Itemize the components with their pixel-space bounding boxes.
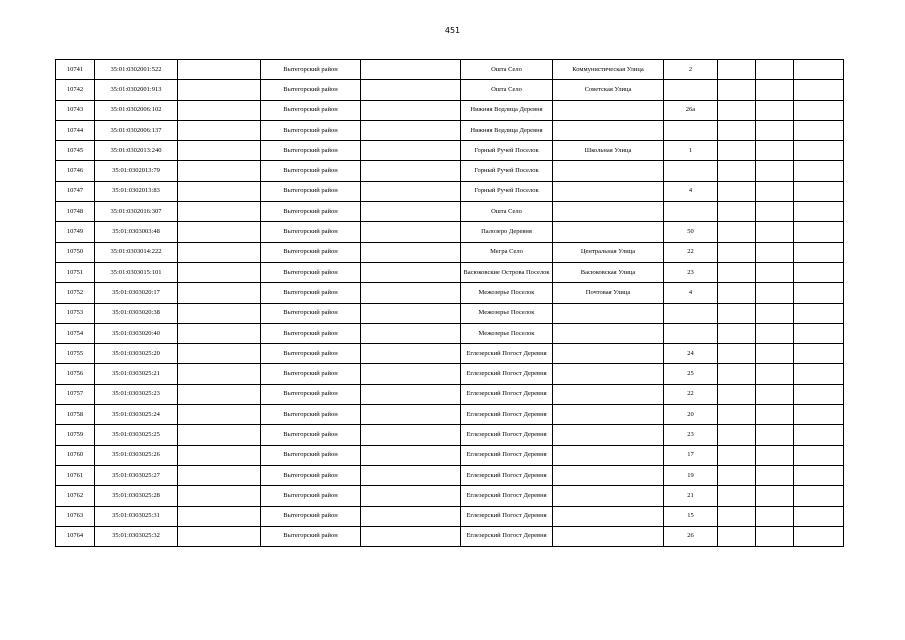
street-cell	[553, 425, 664, 445]
cadastral-number-cell: 35:01:0303025:26	[95, 445, 178, 465]
row-number-cell: 10763	[56, 506, 95, 526]
table-row	[56, 120, 844, 140]
house-number-cell: 4	[664, 283, 718, 303]
table-row	[56, 425, 844, 445]
cadastral-number-cell: 35:01:0303025:20	[95, 344, 178, 364]
street-cell	[553, 323, 664, 343]
table-row	[56, 100, 844, 120]
cadastral-number-cell: 35:01:0303014:222	[95, 242, 178, 262]
row-number-cell: 10750	[56, 242, 95, 262]
owner-cell	[178, 425, 261, 445]
empty-cell	[756, 486, 794, 506]
locality-cell: Межозерье Поселок	[461, 323, 553, 343]
locality-cell: Оштa Село	[461, 202, 553, 222]
empty-cell	[756, 344, 794, 364]
house-number-cell: 20	[664, 405, 718, 425]
row-number-cell: 10741	[56, 60, 95, 80]
house-number-cell	[664, 303, 718, 323]
row-number-cell: 10753	[56, 303, 95, 323]
empty-cell	[794, 526, 844, 546]
table-row	[56, 80, 844, 100]
empty-cell	[361, 425, 461, 445]
empty-cell	[718, 506, 756, 526]
empty-cell	[794, 60, 844, 80]
locality-cell: Еглезерский Погост Деревня	[461, 506, 553, 526]
empty-cell	[718, 364, 756, 384]
empty-cell	[361, 222, 461, 242]
empty-cell	[794, 161, 844, 181]
empty-cell	[756, 242, 794, 262]
empty-cell	[756, 120, 794, 140]
empty-cell	[361, 262, 461, 282]
table-row	[56, 303, 844, 323]
empty-cell	[794, 262, 844, 282]
empty-cell	[756, 303, 794, 323]
empty-cell	[756, 181, 794, 201]
owner-cell	[178, 526, 261, 546]
locality-cell: Еглезерский Погост Деревня	[461, 384, 553, 404]
owner-cell	[178, 100, 261, 120]
district-cell: Вытегорский район	[261, 262, 361, 282]
cadastral-number-cell: 35:01:0302013:79	[95, 161, 178, 181]
cadastral-number-cell: 35:01:0303020:38	[95, 303, 178, 323]
empty-cell	[794, 303, 844, 323]
empty-cell	[718, 486, 756, 506]
empty-cell	[718, 303, 756, 323]
empty-cell	[756, 141, 794, 161]
empty-cell	[361, 100, 461, 120]
row-number-cell: 10749	[56, 222, 95, 242]
empty-cell	[794, 141, 844, 161]
empty-cell	[718, 344, 756, 364]
house-number-cell	[664, 80, 718, 100]
table-row	[56, 405, 844, 425]
street-cell	[553, 405, 664, 425]
table-row	[56, 222, 844, 242]
locality-cell: Еглезерский Погост Деревня	[461, 405, 553, 425]
empty-cell	[756, 364, 794, 384]
row-number-cell: 10762	[56, 486, 95, 506]
locality-cell: Палозеро Деревня	[461, 222, 553, 242]
table-row	[56, 262, 844, 282]
street-cell	[553, 161, 664, 181]
empty-cell	[794, 425, 844, 445]
street-cell: Советская Улица	[553, 80, 664, 100]
district-cell: Вытегорский район	[261, 506, 361, 526]
cadastral-number-cell: 35:01:0303025:27	[95, 465, 178, 485]
street-cell	[553, 100, 664, 120]
district-cell: Вытегорский район	[261, 100, 361, 120]
district-cell: Вытегорский район	[261, 120, 361, 140]
empty-cell	[718, 141, 756, 161]
empty-cell	[718, 242, 756, 262]
house-number-cell: 22	[664, 242, 718, 262]
empty-cell	[756, 425, 794, 445]
district-cell: Вытегорский район	[261, 445, 361, 465]
empty-cell	[718, 222, 756, 242]
locality-cell: Мегра Село	[461, 242, 553, 262]
empty-cell	[794, 323, 844, 343]
owner-cell	[178, 141, 261, 161]
empty-cell	[756, 405, 794, 425]
cadastral-number-cell: 35:01:0303020:40	[95, 323, 178, 343]
table-row	[56, 323, 844, 343]
locality-cell: Оштa Село	[461, 60, 553, 80]
locality-cell: Нижняя Водлица Деревня	[461, 100, 553, 120]
empty-cell	[794, 445, 844, 465]
table-row	[56, 445, 844, 465]
cadastral-number-cell: 35:01:0303025:25	[95, 425, 178, 445]
district-cell: Вытегорский район	[261, 465, 361, 485]
owner-cell	[178, 60, 261, 80]
table-row	[56, 283, 844, 303]
empty-cell	[718, 60, 756, 80]
empty-cell	[361, 384, 461, 404]
house-number-cell	[664, 202, 718, 222]
cadastral-number-cell: 35:01:0303025:28	[95, 486, 178, 506]
street-cell	[553, 384, 664, 404]
empty-cell	[794, 181, 844, 201]
empty-cell	[361, 445, 461, 465]
district-cell: Вытегорский район	[261, 222, 361, 242]
house-number-cell	[664, 120, 718, 140]
district-cell: Вытегорский район	[261, 425, 361, 445]
empty-cell	[794, 100, 844, 120]
owner-cell	[178, 242, 261, 262]
owner-cell	[178, 283, 261, 303]
empty-cell	[756, 526, 794, 546]
row-number-cell: 10747	[56, 181, 95, 201]
empty-cell	[794, 202, 844, 222]
row-number-cell: 10752	[56, 283, 95, 303]
empty-cell	[794, 120, 844, 140]
cadastral-number-cell: 35:01:0302006:137	[95, 120, 178, 140]
row-number-cell: 10743	[56, 100, 95, 120]
locality-cell: Еглезерский Погост Деревня	[461, 425, 553, 445]
street-cell	[553, 120, 664, 140]
locality-cell: Горный Ручей Поселок	[461, 161, 553, 181]
row-number-cell: 10748	[56, 202, 95, 222]
locality-cell: Еглезерский Погост Деревня	[461, 526, 553, 546]
empty-cell	[756, 384, 794, 404]
owner-cell	[178, 161, 261, 181]
district-cell: Вытегорский район	[261, 405, 361, 425]
row-number-cell: 10755	[56, 344, 95, 364]
empty-cell	[756, 465, 794, 485]
locality-cell: Нижняя Водлица Деревня	[461, 120, 553, 140]
owner-cell	[178, 202, 261, 222]
empty-cell	[794, 384, 844, 404]
district-cell: Вытегорский район	[261, 323, 361, 343]
empty-cell	[361, 242, 461, 262]
row-number-cell: 10759	[56, 425, 95, 445]
empty-cell	[794, 486, 844, 506]
house-number-cell: 26	[664, 526, 718, 546]
street-cell	[553, 222, 664, 242]
cadastral-number-cell: 35:01:0303025:24	[95, 405, 178, 425]
cadastral-number-cell: 35:01:0303025:32	[95, 526, 178, 546]
empty-cell	[794, 506, 844, 526]
empty-cell	[361, 344, 461, 364]
district-cell: Вытегорский район	[261, 80, 361, 100]
empty-cell	[361, 465, 461, 485]
empty-cell	[718, 425, 756, 445]
district-cell: Вытегорский район	[261, 283, 361, 303]
table-row	[56, 242, 844, 262]
street-cell	[553, 364, 664, 384]
cadastral-number-cell: 35:01:0302001:913	[95, 80, 178, 100]
street-cell	[553, 303, 664, 323]
owner-cell	[178, 323, 261, 343]
owner-cell	[178, 222, 261, 242]
empty-cell	[361, 80, 461, 100]
row-number-cell: 10751	[56, 262, 95, 282]
street-cell: Коммунистическая Улица	[553, 60, 664, 80]
empty-cell	[756, 506, 794, 526]
street-cell	[553, 445, 664, 465]
empty-cell	[794, 222, 844, 242]
empty-cell	[794, 283, 844, 303]
empty-cell	[794, 80, 844, 100]
street-cell	[553, 506, 664, 526]
owner-cell	[178, 80, 261, 100]
table-row	[56, 60, 844, 80]
owner-cell	[178, 344, 261, 364]
table-row	[56, 181, 844, 201]
cadastral-number-cell: 35:01:0302013:240	[95, 141, 178, 161]
owner-cell	[178, 506, 261, 526]
house-number-cell: 2	[664, 60, 718, 80]
district-cell: Вытегорский район	[261, 344, 361, 364]
row-number-cell: 10757	[56, 384, 95, 404]
locality-cell: Межозерье Поселок	[461, 303, 553, 323]
house-number-cell	[664, 323, 718, 343]
empty-cell	[794, 364, 844, 384]
owner-cell	[178, 384, 261, 404]
cadastral-number-cell: 35:01:0302001:522	[95, 60, 178, 80]
empty-cell	[794, 465, 844, 485]
house-number-cell	[664, 161, 718, 181]
empty-cell	[718, 526, 756, 546]
owner-cell	[178, 486, 261, 506]
house-number-cell: 15	[664, 506, 718, 526]
empty-cell	[756, 323, 794, 343]
empty-cell	[361, 486, 461, 506]
empty-cell	[361, 506, 461, 526]
locality-cell: Еглезерский Погост Деревня	[461, 486, 553, 506]
empty-cell	[361, 364, 461, 384]
row-number-cell: 10754	[56, 323, 95, 343]
house-number-cell: 19	[664, 465, 718, 485]
house-number-cell: 26а	[664, 100, 718, 120]
empty-cell	[756, 222, 794, 242]
empty-cell	[756, 445, 794, 465]
locality-cell: Горный Ручей Поселок	[461, 181, 553, 201]
page-number: 451	[444, 26, 461, 35]
district-cell: Вытегорский район	[261, 60, 361, 80]
empty-cell	[361, 120, 461, 140]
house-number-cell: 4	[664, 181, 718, 201]
table-row	[56, 526, 844, 546]
locality-cell: Горный Ручей Поселок	[461, 141, 553, 161]
house-number-cell: 21	[664, 486, 718, 506]
empty-cell	[718, 181, 756, 201]
district-cell: Вытегорский район	[261, 384, 361, 404]
empty-cell	[361, 323, 461, 343]
cadastral-number-cell: 35:01:0303025:21	[95, 364, 178, 384]
table-body	[56, 60, 844, 547]
empty-cell	[756, 60, 794, 80]
owner-cell	[178, 465, 261, 485]
street-cell	[553, 344, 664, 364]
empty-cell	[361, 181, 461, 201]
empty-cell	[361, 202, 461, 222]
house-number-cell: 22	[664, 384, 718, 404]
empty-cell	[794, 344, 844, 364]
empty-cell	[756, 100, 794, 120]
table-row	[56, 344, 844, 364]
street-cell	[553, 486, 664, 506]
owner-cell	[178, 364, 261, 384]
row-number-cell: 10744	[56, 120, 95, 140]
empty-cell	[756, 262, 794, 282]
cadastral-number-cell: 35:01:0303020:17	[95, 283, 178, 303]
locality-cell: Еглезерский Погост Деревня	[461, 445, 553, 465]
district-cell: Вытегорский район	[261, 364, 361, 384]
row-number-cell: 10764	[56, 526, 95, 546]
empty-cell	[718, 262, 756, 282]
empty-cell	[361, 283, 461, 303]
empty-cell	[361, 141, 461, 161]
owner-cell	[178, 262, 261, 282]
house-number-cell: 23	[664, 262, 718, 282]
locality-cell: Васюковские Острова Поселок	[461, 262, 553, 282]
empty-cell	[794, 405, 844, 425]
empty-cell	[718, 283, 756, 303]
empty-cell	[718, 465, 756, 485]
locality-cell: Еглезерский Погост Деревня	[461, 364, 553, 384]
cadastral-number-cell: 35:01:0302016:307	[95, 202, 178, 222]
district-cell: Вытегорский район	[261, 242, 361, 262]
empty-cell	[794, 242, 844, 262]
street-cell: Центральная Улица	[553, 242, 664, 262]
empty-cell	[718, 100, 756, 120]
street-cell: Васюковская Улица	[553, 262, 664, 282]
row-number-cell: 10745	[56, 141, 95, 161]
street-cell	[553, 465, 664, 485]
register-table	[55, 59, 844, 547]
owner-cell	[178, 181, 261, 201]
empty-cell	[718, 161, 756, 181]
table-row	[56, 465, 844, 485]
empty-cell	[756, 202, 794, 222]
empty-cell	[718, 445, 756, 465]
cadastral-number-cell: 35:01:0302006:102	[95, 100, 178, 120]
table-row	[56, 161, 844, 181]
empty-cell	[718, 323, 756, 343]
row-number-cell: 10746	[56, 161, 95, 181]
locality-cell: Межозерье Поселок	[461, 283, 553, 303]
table-row	[56, 364, 844, 384]
row-number-cell: 10761	[56, 465, 95, 485]
empty-cell	[756, 283, 794, 303]
district-cell: Вытегорский район	[261, 526, 361, 546]
house-number-cell: 25	[664, 364, 718, 384]
house-number-cell: 23	[664, 425, 718, 445]
street-cell	[553, 181, 664, 201]
district-cell: Вытегорский район	[261, 181, 361, 201]
empty-cell	[361, 161, 461, 181]
empty-cell	[718, 384, 756, 404]
table-row	[56, 384, 844, 404]
district-cell: Вытегорский район	[261, 161, 361, 181]
house-number-cell: 1	[664, 141, 718, 161]
empty-cell	[361, 526, 461, 546]
district-cell: Вытегорский район	[261, 303, 361, 323]
district-cell: Вытегорский район	[261, 202, 361, 222]
empty-cell	[361, 405, 461, 425]
cadastral-number-cell: 35:01:0303015:101	[95, 262, 178, 282]
table-row	[56, 141, 844, 161]
empty-cell	[718, 120, 756, 140]
row-number-cell: 10756	[56, 364, 95, 384]
row-number-cell: 10760	[56, 445, 95, 465]
owner-cell	[178, 120, 261, 140]
owner-cell	[178, 445, 261, 465]
street-cell: Почтовая Улица	[553, 283, 664, 303]
locality-cell: Оштa Село	[461, 80, 553, 100]
cadastral-number-cell: 35:01:0303025:31	[95, 506, 178, 526]
owner-cell	[178, 405, 261, 425]
empty-cell	[718, 405, 756, 425]
house-number-cell: 24	[664, 344, 718, 364]
street-cell	[553, 202, 664, 222]
district-cell: Вытегорский район	[261, 141, 361, 161]
empty-cell	[756, 161, 794, 181]
empty-cell	[718, 202, 756, 222]
owner-cell	[178, 303, 261, 323]
empty-cell	[756, 80, 794, 100]
locality-cell: Еглезерский Погост Деревня	[461, 344, 553, 364]
cadastral-number-cell: 35:01:0303003:48	[95, 222, 178, 242]
house-number-cell: 50	[664, 222, 718, 242]
empty-cell	[718, 80, 756, 100]
empty-cell	[361, 60, 461, 80]
empty-cell	[361, 303, 461, 323]
row-number-cell: 10758	[56, 405, 95, 425]
table-row	[56, 506, 844, 526]
street-cell: Школьная Улица	[553, 141, 664, 161]
table-row	[56, 486, 844, 506]
house-number-cell: 17	[664, 445, 718, 465]
cadastral-number-cell: 35:01:0303025:23	[95, 384, 178, 404]
district-cell: Вытегорский район	[261, 486, 361, 506]
cadastral-number-cell: 35:01:0302013:83	[95, 181, 178, 201]
row-number-cell: 10742	[56, 80, 95, 100]
locality-cell: Еглезерский Погост Деревня	[461, 465, 553, 485]
street-cell	[553, 526, 664, 546]
table-row	[56, 202, 844, 222]
